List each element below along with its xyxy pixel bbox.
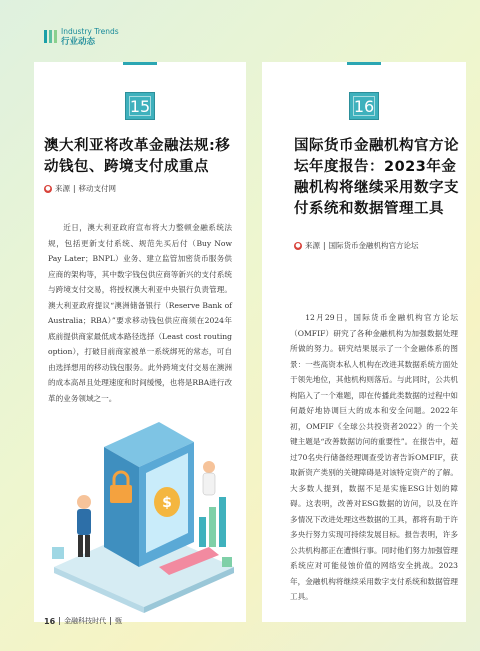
- accent-bar: [347, 62, 381, 65]
- header-bars-icon: [44, 30, 57, 43]
- svg-text:$: $: [162, 495, 172, 511]
- accent-bar: [123, 62, 157, 65]
- section-title-en: Industry Trends: [61, 27, 119, 36]
- footer-divider: [59, 617, 60, 625]
- source-name: 国际货币金融机构官方论坛: [328, 241, 419, 250]
- source-divider: |: [73, 184, 76, 193]
- article-body: 12月29日，国际货币金融机构官方论坛（OMFIF）研究了各种金融机构为加强数据处理所做的努力。研究结果展示了一个金融体系的图景：一些高资本私人机构在改进其数据系统方面处于领先地位，其他机构则落后。与此同时，公共机构陷入了一个难题，即在传播此类数据的过程中如何最好地协调巨大的成本和安全问题。2022年初，OMFIF《全球公共投资者2022》的一个关键主题是“改善数据访问的重要性”。在报告中，超过70名央行储备经理调查受访者告诉OMFIF，获取新资产类别的关键障碍是对该特定资产的了解。大多数人提到，数据不足是实施ESG计划的障碍。这表明，改善对ESG数据的访问，以及在许多情况下改进处理这些数据的工具，都将有助于许多央行努力实现可持续发展目标。报告表明，许多公共机构都正在遭惧行事。同时他们努力加强管理系统应对可能侵蚀价值的网络安全挑战。2023年，金融机构将继续采用数字支付系统和数据管理工具。: [290, 313, 458, 601]
- number-badge-icon: 16: [349, 92, 379, 120]
- source-label: 来源: [305, 241, 320, 250]
- article-body: 近日，澳大利亚政府宣布将大力整顿金融系统法规，包括更新支付系统、规范先买后付（Buy Now Pay Later；BNPL）业务、建立监管加密货币服务供应商的架构等，其中数字钱包供应商等新兴的支付系统与跨境支付交易，将授权澳大利亚中央银行负责管理。澳大利亚政府提议“澳洲储备银行（Reserve Bank of Australia；RBA）”要求移动钱包供应商须在2024年底前提供商家最低成本路径选择（Least cost routing option），打破目前商家被单一系统绑死的常态，可自由选择想用的移动钱包服务。此外跨境支付交易在澳洲的成本高昂且处理速度和时间缓慢，也将是RBA进行改革的业务领域之一。: [48, 223, 232, 403]
- source-label: 来源: [55, 184, 70, 193]
- article-title: 澳大利亚将改革金融法规:移动钱包、跨境支付成重点: [44, 138, 231, 175]
- source-dot-icon: ●: [295, 241, 301, 249]
- article-source: [294, 240, 419, 251]
- section-title-cn: 行业动态: [61, 36, 96, 47]
- section-header: [44, 28, 119, 52]
- number-badge-icon: 15: [125, 92, 155, 120]
- source-name: 移动支付网: [78, 184, 117, 193]
- article-source: [44, 183, 116, 194]
- news-card-16: [262, 62, 466, 622]
- source-divider: |: [323, 241, 326, 250]
- article-title: 国际货币金融机构官方论坛年度报告：2023年金融机构将继续采用数字支付系统和数据管理工具: [294, 138, 459, 217]
- footer-divider: [110, 617, 111, 625]
- page-number: 16: [44, 616, 56, 626]
- issue-mark: 甄: [115, 617, 123, 625]
- fintech-illustration: [34, 407, 246, 617]
- publication-name: 金融科技时代: [64, 617, 107, 625]
- source-dot-icon: ●: [45, 184, 51, 192]
- page-footer: [44, 616, 122, 626]
- news-card-15: [34, 62, 246, 622]
